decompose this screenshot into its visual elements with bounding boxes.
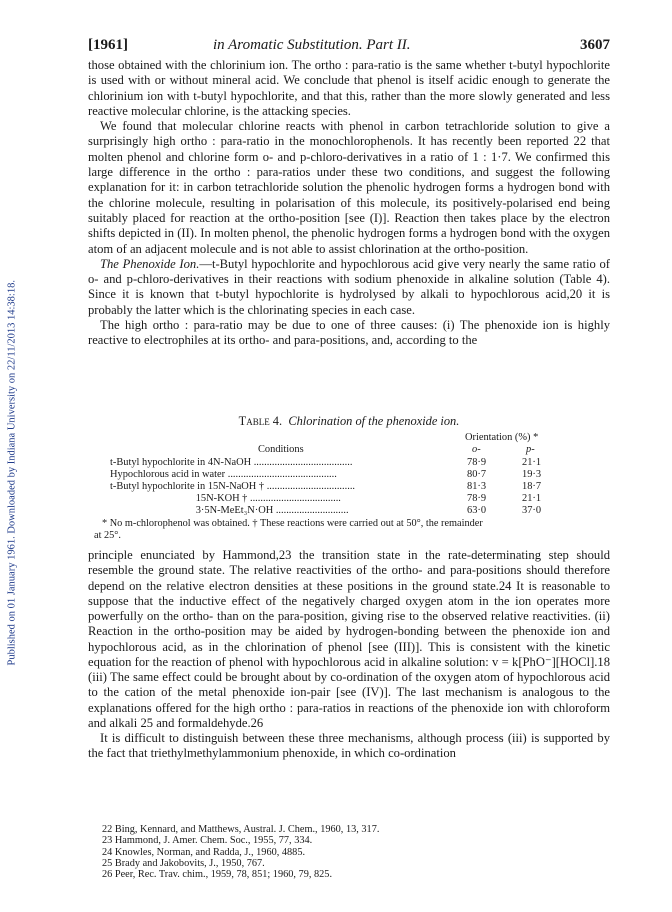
table-row — [110, 469, 578, 481]
row-para: 21·1 — [522, 457, 542, 468]
row-condition: 3·5N-MeEt₃N·OH ............................ — [110, 505, 349, 516]
orientation-header: Orientation (%) * — [465, 432, 539, 443]
reference-24: 24 Knowles, Norman, and Radda, J., 1960, 4885. — [102, 846, 306, 858]
table-caption — [88, 414, 610, 429]
conditions-header: Conditions — [258, 444, 304, 455]
page-number: 3607 — [580, 37, 610, 53]
row-ortho: 81·3 — [467, 481, 487, 492]
publication-watermark: Published on 01 January 1961. Downloaded by Indiana University on 22/11/2013 14:38:18. — [6, 280, 18, 666]
paragraph-6: It is difficult to distinguish between these three mechanisms, although process (iii) is supported by the fact that triethylmethylammonium phenoxide, in which co-ordination — [88, 731, 610, 761]
table-row — [110, 457, 578, 469]
row-ortho: 63·0 — [467, 505, 487, 516]
table-row — [110, 505, 578, 517]
paragraph-3 — [88, 257, 610, 318]
body-text-upper — [88, 58, 610, 349]
row-para: 37·0 — [522, 505, 542, 516]
row-para: 21·1 — [522, 493, 542, 504]
ortho-column-header: o- — [472, 444, 481, 455]
reference-22: 22 Bing, Kennard, and Matthews, Austral. J. Chem., 1960, 13, 317. — [102, 824, 380, 835]
page-header — [88, 37, 610, 55]
row-ortho: 78·9 — [467, 457, 487, 468]
header-title: in Aromatic Substitution. Part II. — [213, 37, 411, 53]
row-ortho: 80·7 — [467, 469, 487, 480]
table-row — [110, 493, 578, 505]
table-footnote-1: * No m-chlorophenol was obtained. † These reactions were carried out at 50°, the remainder — [102, 518, 483, 529]
paragraph-1: those obtained with the chlorinium ion. The ortho : para-ratio is the same whether t-butyl hypochlorite is used with or without mineral acid. We conclude that phenol is itself acidic enough to generate the chlorinium ion with t-butyl hypochlorite, and that this, rather than the more slowly generated and less reactive molecular chlorine, is the attacking species. — [88, 58, 610, 118]
row-ortho: 78·9 — [467, 493, 487, 504]
header-year: [1961] — [88, 37, 128, 53]
section-heading: The Phenoxide Ion. — [100, 256, 200, 271]
reference-23: 23 Hammond, J. Amer. Chem. Soc., 1955, 77, 334. — [102, 835, 313, 847]
table-label: Table 4. — [238, 414, 283, 428]
table-footnotes — [94, 518, 604, 542]
reference-25: 25 Brady and Jakobovits, J., 1950, 767. — [102, 857, 265, 869]
row-condition: Hypochlorous acid in water .......................................... — [110, 469, 337, 480]
row-condition: t-Butyl hypochlorite in 4N-NaOH ...................................... — [110, 457, 353, 468]
paragraph-5: principle enunciated by Hammond,23 the transition state in the rate-determinating step should resemble the ground state. The relative reactivities of the ortho- and para-positions should therefore depend on the relative electron densities at these positions in the ground state.24 It is reasonable to suppose that the inductive effect of the negatively charged oxygen atom in the ion operates more powerfully on the ortho- than on the para-position, giving rise to the observed relative reactivities. (ii) Reaction in the ortho-position may be aided by hydrogen-bonding between the phenoxide ion and hypochlorous acid, as in the chlorination of phenol [see (III)]. This is consistent with the kinetic equation for the reaction of phenol with hypochlorous acid in alkaline solution: v = k[PhO⁻][HOCl].18 (iii) The same effect could be brought about by co-ordination of the oxygen atom of hypochlorous acid to the cation of the metal phenoxide ion-pair [see (IV)]. The last mechanism is analogous to the explanations offered for the high ortho : para-ratios in reactions of the phenoxide ion with chloroform and alkali 25 and formaldehyde.26 — [88, 548, 610, 730]
paragraph-3-text: —t-Butyl hypochlorite and hypochlorous acid give very nearly the same ratio of o- and p-chloro-derivatives in their reactions with sodium phenoxide in alkaline solution (Table 4). Since it is known that t-butyl hypochlorite is hydrolysed by alkali to hypochlorous acid,20 it is probably the latter which is the chlorinating species in each case. — [88, 256, 610, 317]
table-row — [110, 481, 578, 493]
references — [102, 824, 602, 880]
table-title: Chlorination of the phenoxide ion. — [288, 414, 460, 428]
row-condition: 15N-KOH † ................................... — [110, 493, 341, 504]
row-para: 18·7 — [522, 481, 542, 492]
body-text-lower — [88, 548, 610, 762]
paragraph-4: The high ortho : para-ratio may be due to one of three causes: (i) The phenoxide ion is highly reactive to electrophiles at its ortho- and para-positions, and, according to the — [88, 318, 610, 348]
table-footnote-2: at 25°. — [94, 530, 121, 541]
para-column-header: p- — [526, 444, 535, 455]
reference-26: 26 Peer, Rec. Trav. chim., 1959, 78, 851; 1960, 79, 825. — [102, 869, 333, 881]
row-para: 19·3 — [522, 469, 542, 480]
row-condition: t-Butyl hypochlorite in 15N-NaOH † .................................. — [110, 481, 356, 492]
paragraph-2: We found that molecular chlorine reacts with phenol in carbon tetrachloride solution to give a surprisingly high ortho : para-ratio in the monochlorophenols. It has recently been reported 22 that molten phenol and chlorine form o- and p-chloro-derivatives in a ratio of 1 : 1·7. We confirmed this large difference in the ortho : para-ratios under these two conditions, and suggest the following explanation for it: in carbon tetrachloride solution the phenolic hydrogen forms a hydrogen bond with the chlorine molecule, resulting in polarisation of this molecule, its positively-polarised end being suitably placed for reaction at the ortho-position [see (I)]. Reaction then takes place by the electron shifts depicted in (II). In molten phenol, the phenolic hydrogen forms a hydrogen bond with the oxygen atom of an adjacent molecule and is not able to assist chlorination at the ortho-position. — [88, 119, 610, 256]
